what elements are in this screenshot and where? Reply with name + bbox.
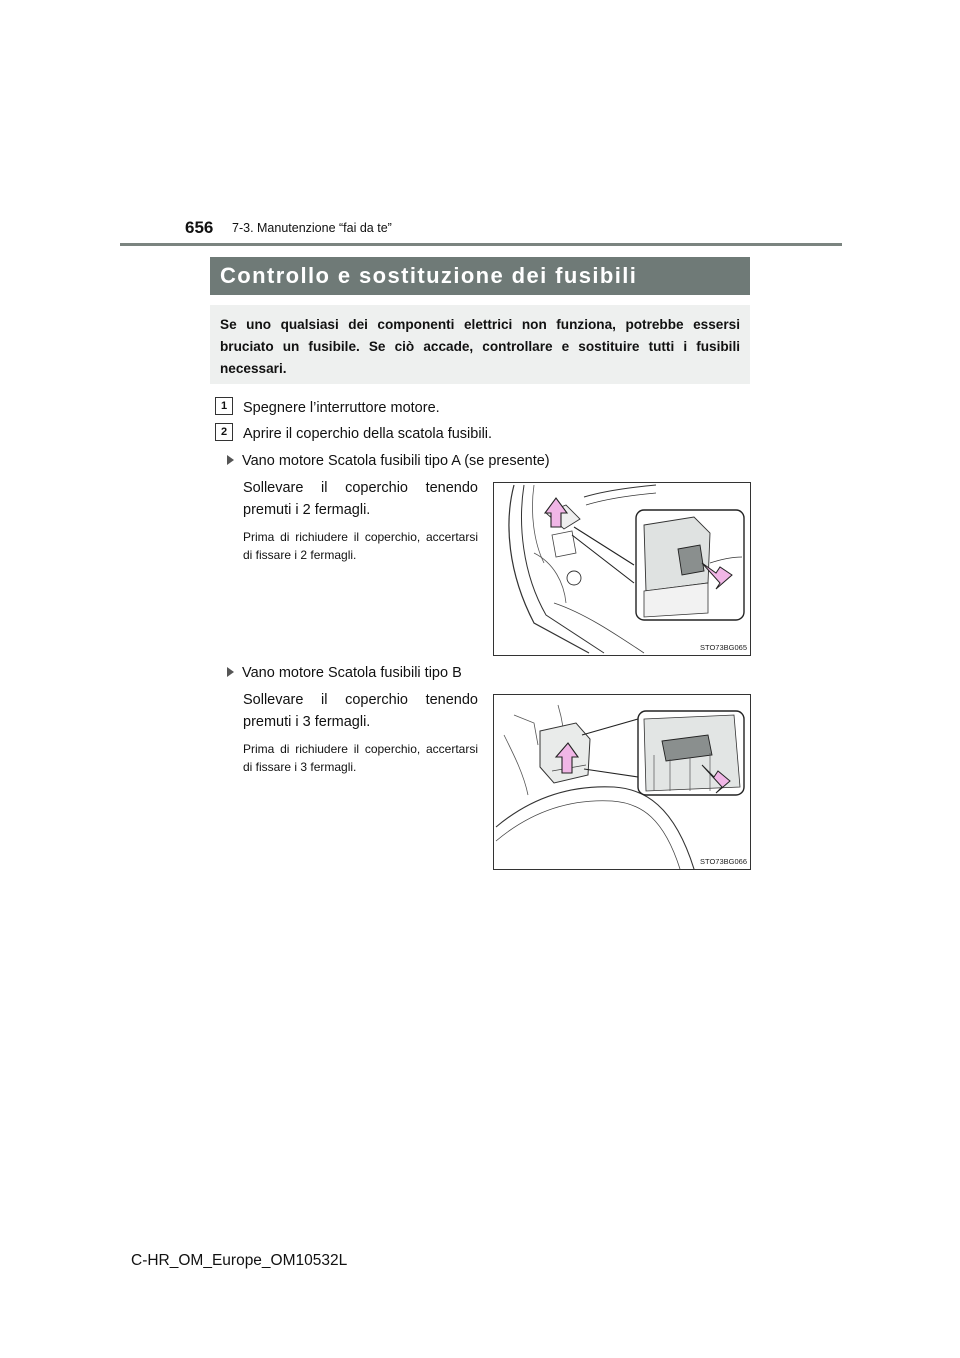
figure-fuse-box-type-b: [493, 694, 751, 870]
intro-box: [210, 305, 750, 384]
page-number: 656: [185, 218, 214, 237]
step-number-2: 2: [215, 423, 233, 441]
subsection-heading-b-text: Vano motore Scatola fusibili tipo B: [242, 665, 462, 681]
illustration-fuse-box-b: [494, 695, 750, 869]
step-text-1: Spegnere l’interruttore motore.: [243, 400, 440, 416]
note-b: Prima di richiudere il coperchio, accertarsi di fissare i 3 fermagli.: [243, 742, 478, 774]
triangle-bullet-icon: [227, 667, 234, 677]
figure-code-a: STO73BG065: [700, 643, 747, 652]
header-divider: [120, 243, 842, 246]
figure-code-b: STO73BG066: [700, 857, 747, 866]
triangle-bullet-icon: [227, 455, 234, 465]
step-number-1: 1: [215, 397, 233, 415]
note-a: Prima di richiudere il coperchio, accertarsi di fissare i 2 fermagli.: [243, 530, 478, 562]
intro-text: Se uno qualsiasi dei componenti elettrici non funziona, potrebbe essersi bruciato un fusibile. Se ciò accade, controllare e sostituire tutti i fusibili necessari.: [220, 317, 740, 376]
step-text-2: Aprire il coperchio della scatola fusibili.: [243, 426, 493, 442]
subsection-heading-b: [227, 665, 462, 681]
instruction-a: Sollevare il coperchio tenendo premuti i 2 fermagli.: [243, 480, 478, 518]
figure-fuse-box-type-a: [493, 482, 751, 656]
instruction-b: Sollevare il coperchio tenendo premuti i 3 fermagli.: [243, 692, 478, 730]
section-title: 7-3. Manutenzione “fai da te”: [232, 221, 392, 235]
page-title: Controllo e sostituzione dei fusibili: [210, 257, 750, 295]
subsection-heading-a-text: Vano motore Scatola fusibili tipo A (se presente): [242, 453, 550, 469]
illustration-fuse-box-a: [494, 483, 750, 655]
subsection-heading-a: [227, 453, 550, 469]
document-footer: C-HR_OM_Europe_OM10532L: [131, 1252, 348, 1269]
